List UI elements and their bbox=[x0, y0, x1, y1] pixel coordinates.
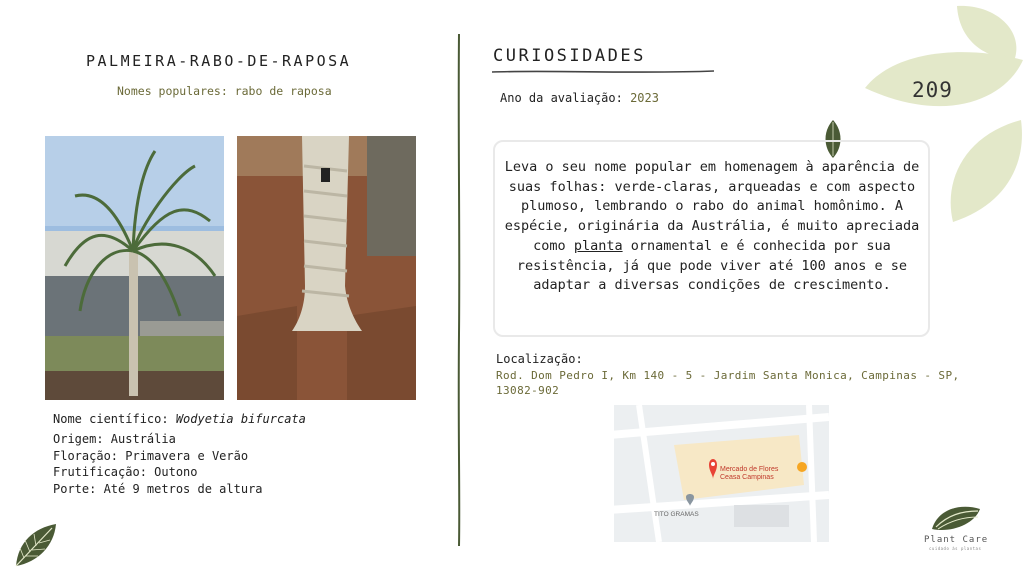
curiosity-text: Leva o seu nome popular em homenagem à aparência de suas folhas: verde-claras, arqueadas e com aspecto plumoso, lembrando o rabo do animal homônimo. A espécie, originária da Austrália, é muito apreciada como planta ornamental e é conhecida por sua resistência, já que pode viver até 100 anos e se adaptar a diversas condições de crescimento. bbox=[504, 159, 920, 294]
scientific-name: Wodyetia bifurcata bbox=[175, 412, 306, 426]
location-label: Localização: bbox=[496, 352, 583, 366]
leaf-icon bbox=[12, 522, 60, 568]
size: Porte: Até 9 metros de altura bbox=[53, 482, 263, 496]
flowering: Floração: Primavera e Verão bbox=[53, 449, 249, 463]
map-other-label: TITO GRAMAS bbox=[654, 511, 699, 518]
page-number: 209 bbox=[912, 78, 953, 102]
origin: Origem: Austrália bbox=[53, 432, 176, 446]
title-underline bbox=[492, 69, 714, 75]
fruiting: Frutificação: Outono bbox=[53, 465, 198, 479]
year-label: Ano da avaliação: bbox=[500, 91, 623, 105]
location-map[interactable] bbox=[614, 405, 829, 542]
brand-name: Plant Care bbox=[924, 535, 989, 545]
curiosities-title: CURIOSIDADES bbox=[493, 46, 646, 66]
popular-names: Nomes populares: rabo de raposa bbox=[117, 84, 332, 98]
map-place-label: Mercado de Flores Ceasa Campinas bbox=[720, 466, 779, 481]
plant-link[interactable]: planta bbox=[573, 237, 623, 254]
plant-title: PALMEIRA-RABO-DE-RAPOSA bbox=[86, 52, 352, 70]
plant-care-logo bbox=[930, 503, 982, 533]
scientific-label: Nome científico: bbox=[53, 412, 169, 426]
scientific-name-line bbox=[53, 412, 306, 426]
brand-tagline: cuidado às plantas bbox=[929, 546, 982, 551]
year-value: 2023 bbox=[630, 91, 659, 105]
location-address: Rod. Dom Pedro I, Km 140 - 5 - Jardim Santa Monica, Campinas - SP, 13082-902 bbox=[496, 369, 960, 397]
evaluation-year bbox=[500, 91, 659, 105]
palm-photo bbox=[45, 136, 224, 400]
trunk-photo bbox=[237, 136, 416, 400]
divider-line bbox=[456, 34, 462, 546]
